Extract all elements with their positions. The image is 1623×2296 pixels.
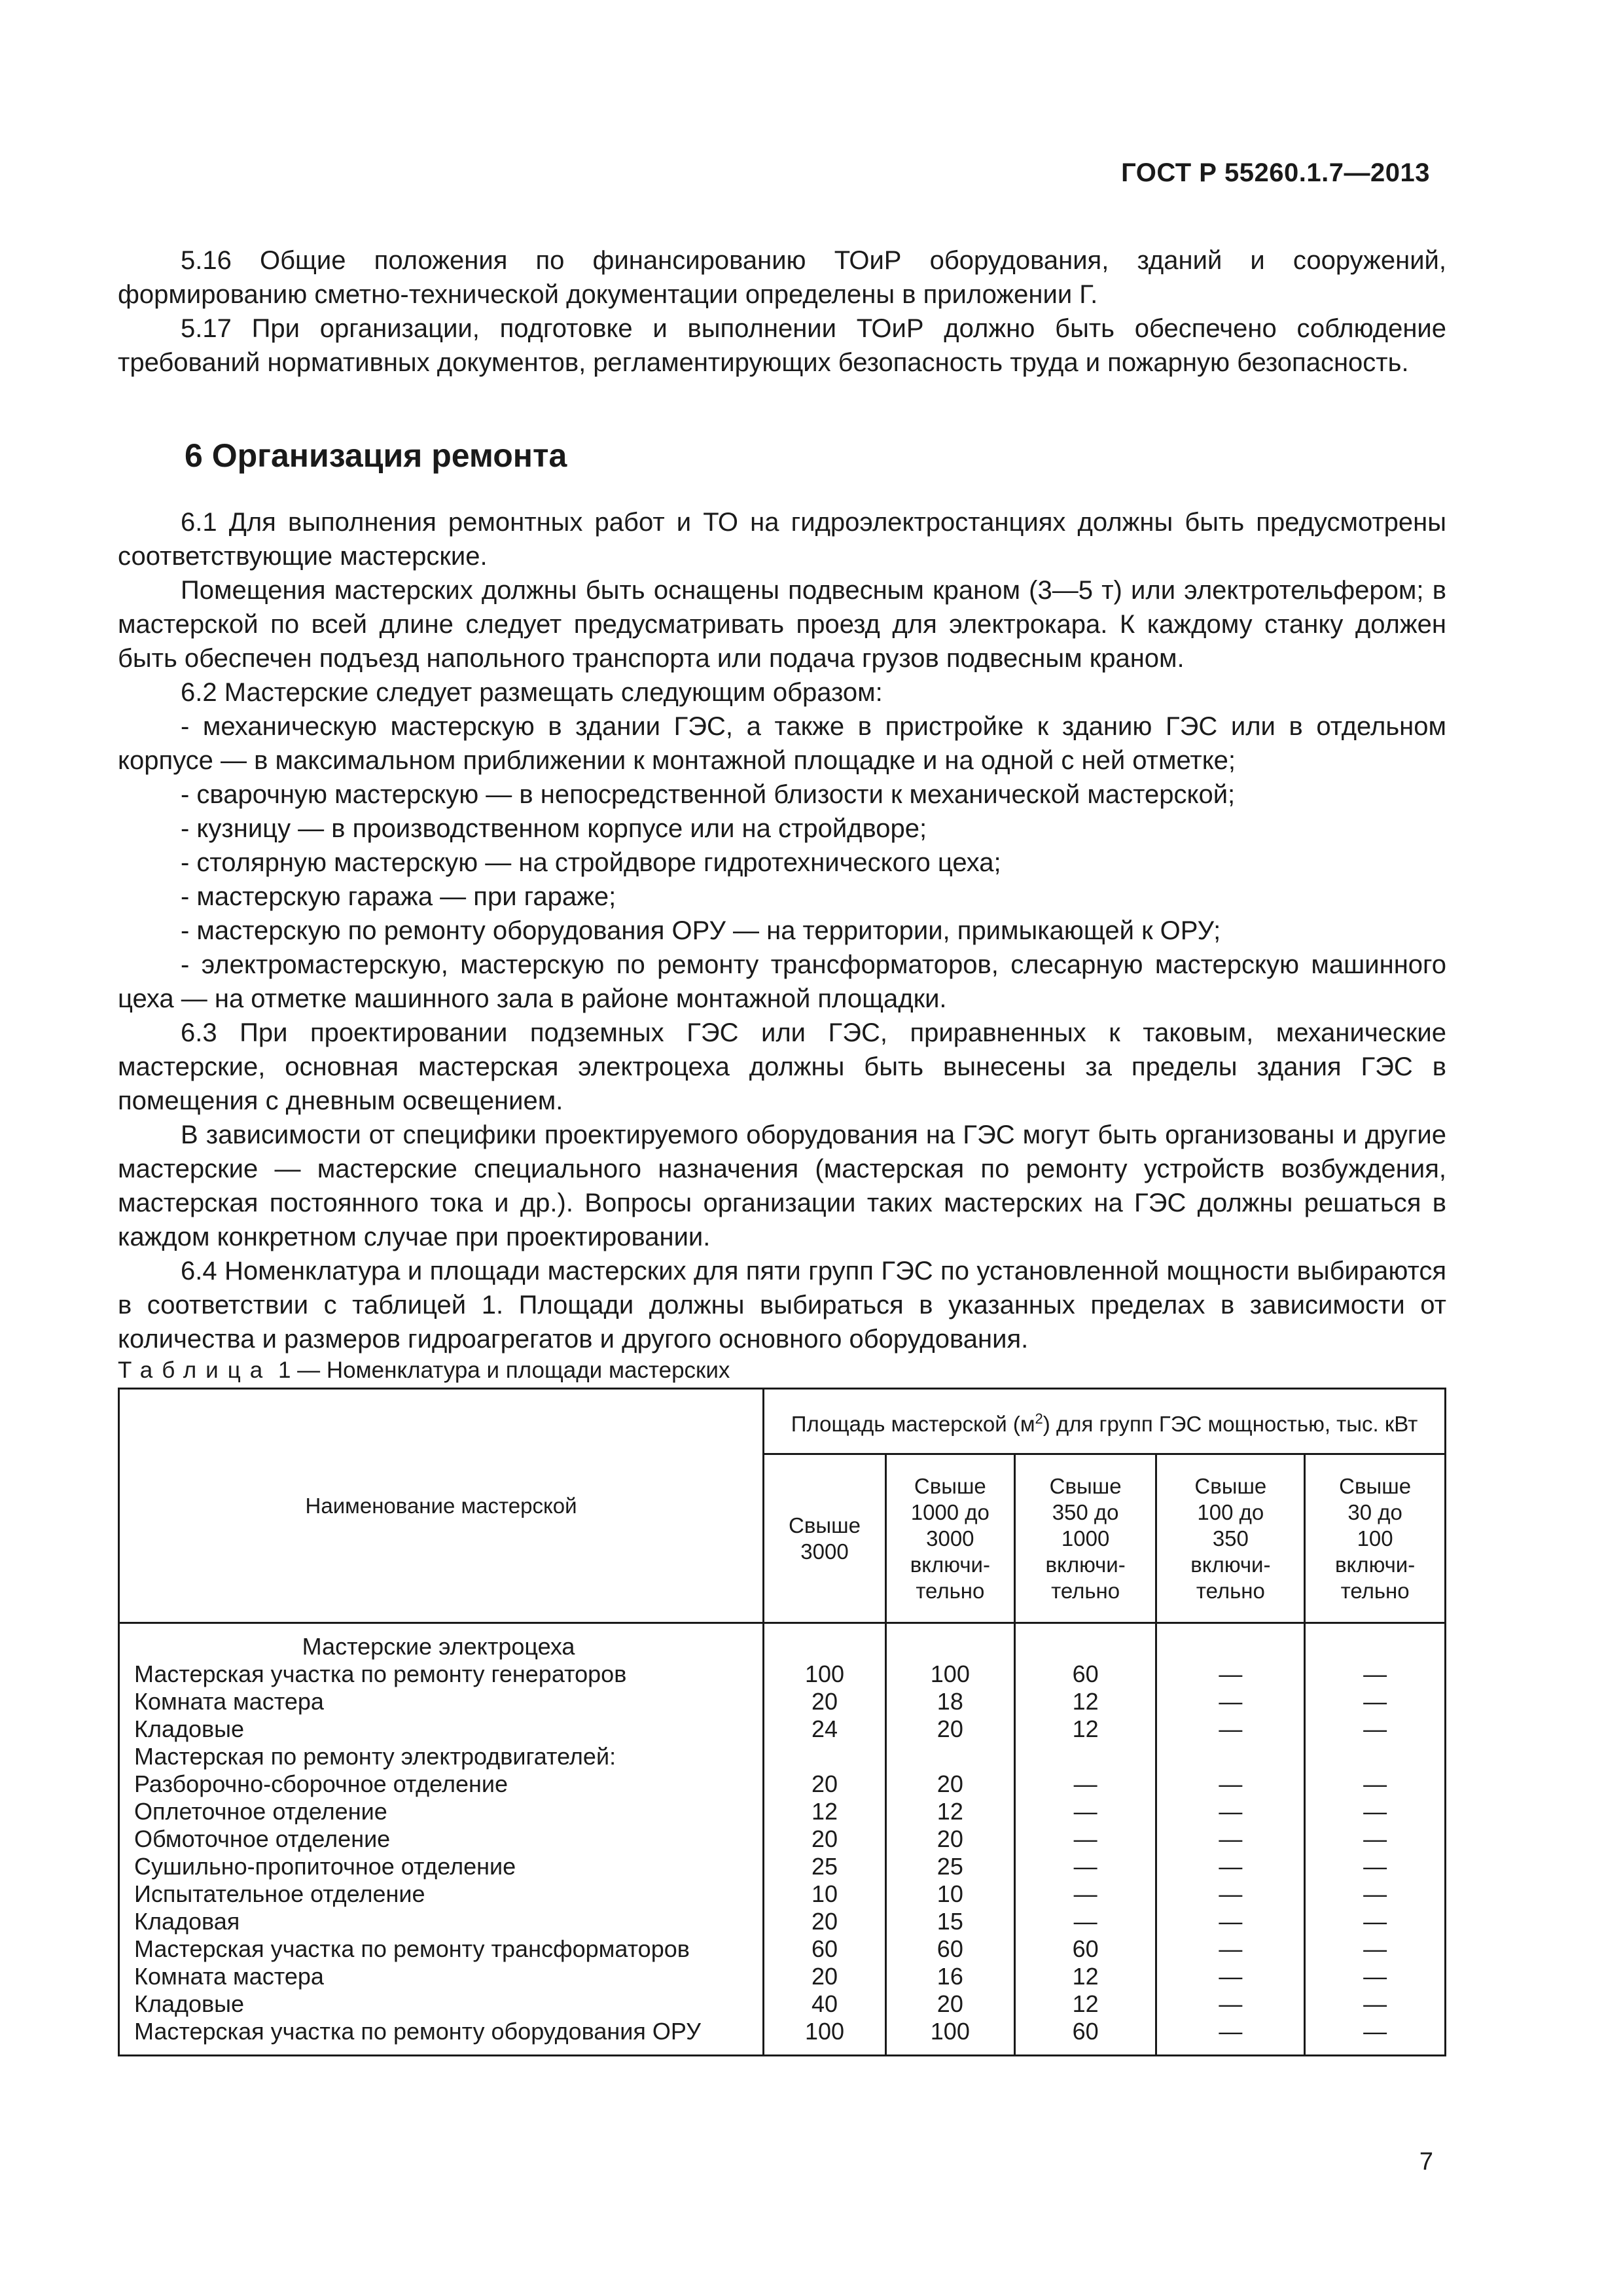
- subheader-line: 1000: [1061, 1526, 1110, 1551]
- subheader-cell: [764, 1454, 886, 1623]
- area-value: [885, 1623, 1014, 1661]
- subheader-line: тельно: [1051, 1578, 1120, 1603]
- area-value: [764, 1623, 886, 1661]
- list-item: - столярную мастерскую — на стройдворе гидротехнического цеха;: [181, 848, 1001, 877]
- table-row: [119, 1715, 1446, 1743]
- intro-text: [118, 243, 1446, 380]
- area-value: —: [1305, 1880, 1446, 1908]
- subheader-line: 100: [1357, 1526, 1393, 1551]
- subheader-line: тельно: [916, 1578, 985, 1603]
- list-item: - кузницу — в производственном корпусе или на стройдворе;: [181, 814, 927, 843]
- area-value: [1305, 1623, 1446, 1661]
- subheader-line: включи-: [1334, 1552, 1416, 1577]
- area-value: —: [1156, 1715, 1305, 1743]
- paragraph-premises: Помещения мастерских должны быть оснащены подвесным краном (3—5 т) или электротельфером; в мастерской по всей длине следует предусматривать проезд для электрокара. К каждому станку должен быть обеспечен подъезд напольного транспорта или подача грузов подвесным краном.: [118, 576, 1446, 673]
- subheader-line: Свыше: [914, 1473, 986, 1498]
- area-value: —: [1156, 1990, 1305, 2018]
- area-value: [1156, 1743, 1305, 1770]
- area-value: 25: [764, 1853, 886, 1880]
- area-value: 10: [885, 1880, 1014, 1908]
- subheader-line: включи-: [910, 1552, 990, 1577]
- area-value: [1156, 1623, 1305, 1661]
- workshop-name: Мастерские электроцеха: [119, 1623, 764, 1661]
- workshops-table: [118, 1388, 1446, 2056]
- area-value: [1014, 1743, 1156, 1770]
- area-value: —: [1305, 1935, 1446, 1963]
- subheader-line: тельно: [1196, 1578, 1265, 1603]
- area-value: —: [1305, 1688, 1446, 1715]
- table-row: [119, 1623, 1446, 1661]
- group-header: Площадь мастерской $(м^2)$ для групп ГЭС мощностью, тыс. кВт: [764, 1389, 1446, 1454]
- area-value: —: [1305, 1798, 1446, 1825]
- area-value: 12: [1014, 1688, 1156, 1715]
- paragraph-6-3: 6.3 При проектировании подземных ГЭС или ГЭС, приравненных к таковым, механические мастерские, основная мастерская электроцеха должны быть вынесены за пределы здания ГЭС в помещения с дневным освещением.: [118, 1018, 1446, 1115]
- subheader-line: 3000: [800, 1539, 849, 1564]
- subheader-cell: [1014, 1454, 1156, 1623]
- area-value: 60: [1014, 1935, 1156, 1963]
- area-value: 20: [764, 1825, 886, 1853]
- area-value: 20: [764, 1963, 886, 1990]
- table-row: [119, 1963, 1446, 1990]
- workshop-name: Комната мастера: [119, 1963, 764, 1990]
- area-value: 100: [885, 2018, 1014, 2056]
- table-body: [119, 1623, 1446, 2056]
- table-row: [119, 1688, 1446, 1715]
- table-caption-prefix: Таблица: [118, 1357, 272, 1383]
- area-value: —: [1156, 1853, 1305, 1880]
- subheader-line: Свыше: [1049, 1473, 1122, 1498]
- subheader-line: 350 до: [1052, 1499, 1119, 1524]
- list-item: - электромастерскую, мастерскую по ремонту трансформаторов, слесарную мастерскую машинного цеха — на отметке машинного зала в районе монтажной площадки.: [118, 950, 1446, 1013]
- workshop-name: Кладовые: [119, 1990, 764, 2018]
- workshop-name: Разборочно-сборочное отделение: [119, 1770, 764, 1798]
- table-row: [119, 1853, 1446, 1880]
- area-value: —: [1305, 2018, 1446, 2056]
- area-value: —: [1156, 1880, 1305, 1908]
- area-value: 60: [885, 1935, 1014, 1963]
- list-item: - мастерскую по ремонту оборудования ОРУ — на территории, примыкающей к ОРУ;: [181, 916, 1221, 945]
- document-id-header: ГОСТ Р 55260.1.7—2013: [1121, 158, 1430, 187]
- table-row: [119, 1743, 1446, 1770]
- workshop-name: Мастерская участка по ремонту трансформаторов: [119, 1935, 764, 1963]
- area-value: —: [1014, 1908, 1156, 1935]
- paragraph-5-17: 5.17 При организации, подготовке и выполнении ТОиР должно быть обеспечено соблюдение требований нормативных документов, регламентирующих безопасность труда и пожарную безопасность.: [118, 314, 1446, 377]
- section-title: 6 Организация ремонта: [185, 437, 567, 474]
- subheader-line: включи-: [1190, 1552, 1271, 1577]
- subheader-line: тельно: [1340, 1578, 1410, 1603]
- area-value: 16: [885, 1963, 1014, 1990]
- list-item: - мастерскую гаража — при гараже;: [181, 882, 616, 911]
- paragraph-6-4: 6.4 Номенклатура и площади мастерских для пяти групп ГЭС по установленной мощности выбираются в соответствии с таблицей 1. Площади должны выбираться в указанных пределах в зависимости от количества и размеров гидроагрегатов и другого основного оборудования.: [118, 1257, 1446, 1354]
- area-value: 20: [885, 1990, 1014, 2018]
- area-value: 12: [885, 1798, 1014, 1825]
- subheader-cell: [885, 1454, 1014, 1623]
- workshop-name: Оплеточное отделение: [119, 1798, 764, 1825]
- workshop-name: Сушильно-пропиточное отделение: [119, 1853, 764, 1880]
- area-value: —: [1156, 1688, 1305, 1715]
- area-value: —: [1156, 1770, 1305, 1798]
- subheader-line: 350: [1212, 1526, 1249, 1551]
- paragraph-5-16: 5.16 Общие положения по финансированию ТОиР оборудования, зданий и сооружений, формированию сметно-технической документации определены в приложении Г.: [118, 246, 1446, 309]
- paragraph-6-1: 6.1 Для выполнения ремонтных работ и ТО на гидроэлектростанциях должны быть предусмотрены соответствующие мастерские.: [118, 508, 1446, 571]
- table-row: [119, 2018, 1446, 2056]
- area-value: —: [1305, 1825, 1446, 1853]
- workshop-name: Мастерская участка по ремонту оборудования ОРУ: [119, 2018, 764, 2056]
- subheader-line: Свыше: [789, 1513, 861, 1537]
- workshop-name: Испытательное отделение: [119, 1880, 764, 1908]
- area-value: —: [1014, 1853, 1156, 1880]
- area-value: 12: [764, 1798, 886, 1825]
- subheader-cell: [1305, 1454, 1446, 1623]
- workshop-name: Кладовые: [119, 1715, 764, 1743]
- area-value: —: [1156, 1798, 1305, 1825]
- area-value: —: [1305, 1853, 1446, 1880]
- table-row: [119, 1660, 1446, 1688]
- area-value: 20: [885, 1715, 1014, 1743]
- area-value: 18: [885, 1688, 1014, 1715]
- area-value: 12: [1014, 1715, 1156, 1743]
- area-value: [764, 1743, 886, 1770]
- area-value: —: [1156, 1908, 1305, 1935]
- area-value: 100: [764, 1660, 886, 1688]
- table-row: [119, 1770, 1446, 1798]
- table-row: [119, 1990, 1446, 2018]
- area-value: 24: [764, 1715, 886, 1743]
- area-value: —: [1156, 1825, 1305, 1853]
- area-value: —: [1014, 1825, 1156, 1853]
- area-value: 100: [885, 1660, 1014, 1688]
- area-value: [885, 1743, 1014, 1770]
- paragraph-6-2: 6.2 Мастерские следует размещать следующим образом:: [181, 678, 883, 707]
- area-value: 60: [1014, 1660, 1156, 1688]
- list-item: - сварочную мастерскую — в непосредственной близости к механической мастерской;: [181, 780, 1236, 809]
- area-value: —: [1156, 1935, 1305, 1963]
- area-value: —: [1014, 1770, 1156, 1798]
- workshop-name: Кладовая: [119, 1908, 764, 1935]
- area-value: 25: [885, 1853, 1014, 1880]
- subheader-cell: [1156, 1454, 1305, 1623]
- area-value: 10: [764, 1880, 886, 1908]
- workshop-name: Обмоточное отделение: [119, 1825, 764, 1853]
- area-value: —: [1156, 1963, 1305, 1990]
- subheader-line: 1000 до: [910, 1499, 990, 1524]
- area-value: 60: [764, 1935, 886, 1963]
- area-value: —: [1014, 1880, 1156, 1908]
- table-caption: [118, 1357, 730, 1384]
- table-row: [119, 1798, 1446, 1825]
- page-number: 7: [1419, 2148, 1433, 2176]
- area-value: —: [1305, 1990, 1446, 2018]
- subheader-line: Свыше: [1339, 1473, 1412, 1498]
- area-value: 20: [764, 1908, 886, 1935]
- workshop-name: Мастерская участка по ремонту генераторов: [119, 1660, 764, 1688]
- area-value: 20: [885, 1770, 1014, 1798]
- area-value: —: [1305, 1715, 1446, 1743]
- area-value: 20: [764, 1770, 886, 1798]
- subheader-line: Свыше: [1194, 1473, 1267, 1498]
- workshop-name: Мастерская по ремонту электродвигателей:: [119, 1743, 764, 1770]
- table-row: [119, 1935, 1446, 1963]
- area-value: —: [1305, 1908, 1446, 1935]
- area-value: 12: [1014, 1963, 1156, 1990]
- area-value: 12: [1014, 1990, 1156, 2018]
- area-value: —: [1305, 1770, 1446, 1798]
- subheader-line: включи-: [1045, 1552, 1126, 1577]
- area-value: 20: [885, 1825, 1014, 1853]
- table-caption-text: 1 — Номенклатура и площади мастерских: [272, 1357, 730, 1383]
- area-value: 100: [764, 2018, 886, 2056]
- area-value: 20: [764, 1688, 886, 1715]
- area-value: —: [1156, 2018, 1305, 2056]
- area-value: —: [1305, 1963, 1446, 1990]
- area-value: —: [1305, 1660, 1446, 1688]
- workshop-name: Комната мастера: [119, 1688, 764, 1715]
- area-value: 15: [885, 1908, 1014, 1935]
- area-value: —: [1014, 1798, 1156, 1825]
- section-text: [118, 505, 1446, 1356]
- area-value: 60: [1014, 2018, 1156, 2056]
- list-item: - механическую мастерскую в здании ГЭС, а также в пристройке к зданию ГЭС или в отдельном корпусе — в максимальном приближении к монтажной площадке и на одной с ней отметке;: [118, 712, 1446, 775]
- subheader-line: 3000: [926, 1526, 974, 1551]
- col-name-header: Наименование мастерской: [119, 1389, 764, 1623]
- area-value: 40: [764, 1990, 886, 2018]
- area-value: [1305, 1743, 1446, 1770]
- area-value: [1014, 1623, 1156, 1661]
- area-value: —: [1156, 1660, 1305, 1688]
- table-row: [119, 1908, 1446, 1935]
- paragraph-special-workshops: В зависимости от специфики проектируемого оборудования на ГЭС могут быть организованы и другие мастерские — мастерские специального назначения (мастерская по ремонту устройств возбуждения, мастерская постоянного тока и др.). Вопросы организации таких мастерских на ГЭС должны решаться в каждом конкретном случае при проектировании.: [118, 1121, 1446, 1251]
- subheader-line: 30 до: [1347, 1499, 1402, 1524]
- subheader-line: 100 до: [1197, 1499, 1264, 1524]
- table-row: [119, 1880, 1446, 1908]
- table-row: [119, 1825, 1446, 1853]
